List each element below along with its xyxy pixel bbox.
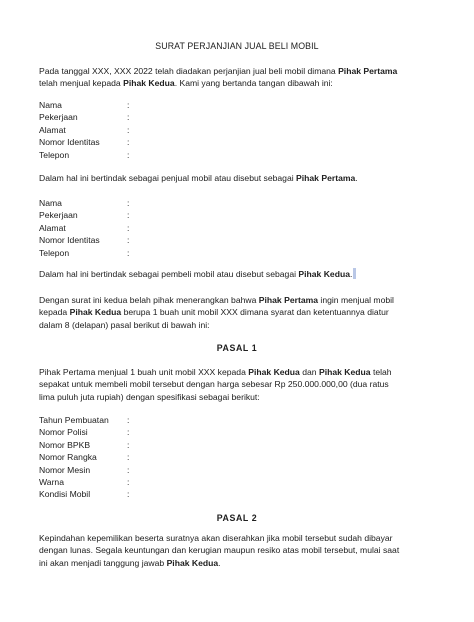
field-colon: : — [127, 222, 130, 233]
spec-row — [39, 451, 239, 463]
pasal-1-paragraph — [39, 366, 439, 403]
field-label: Nama — [39, 198, 62, 208]
spec-label: Nomor Rangka — [39, 452, 97, 463]
field-label: Telepon — [39, 247, 70, 258]
pasal-1-line-2: sepakat untuk membeli mobil tersebut dengan harga sebesar Rp 250.000.000,00 (dua ratus — [39, 379, 389, 390]
field-row — [39, 136, 239, 148]
field-label: Alamat — [39, 222, 66, 233]
pasal-1-heading: PASAL 1 — [216, 343, 258, 353]
field-colon: : — [127, 464, 130, 475]
document-title: SURAT PERJANJIAN JUAL BELI MOBIL — [155, 41, 319, 51]
field-row — [39, 234, 239, 246]
agreement-line-2: kepada Pihak Kedua berupa 1 buah unit mobil XXX dimana syarat dan ketentuannya diatur — [39, 307, 389, 318]
field-colon: : — [127, 427, 130, 438]
field-colon: : — [127, 210, 130, 221]
pasal-2-line-1: Kepindahan kepemilikan beserta suratnya akan diserahkan jika mobil tersebut sudah dibayar — [39, 533, 393, 543]
pasal-2-paragraph — [39, 532, 439, 569]
field-row — [39, 99, 239, 111]
spec-row — [39, 488, 239, 500]
spec-fields — [39, 414, 239, 501]
field-colon: : — [127, 124, 130, 135]
spec-label: Tahun Pembuatan — [39, 415, 109, 425]
spec-label: Nomor BPKB — [39, 439, 91, 450]
pasal-1-line-3: lima puluh juta rupiah) dengan spesifikasi sebagai berikut: — [39, 391, 260, 402]
field-colon: : — [127, 112, 130, 123]
field-colon: : — [127, 235, 130, 246]
field-colon: : — [127, 452, 130, 463]
field-colon: : — [127, 415, 130, 425]
field-colon: : — [127, 198, 130, 208]
field-label: Pekerjaan — [39, 210, 78, 221]
field-label: Nomor Identitas — [39, 235, 100, 246]
field-colon: : — [127, 100, 130, 110]
spec-row — [39, 414, 239, 426]
party1-fields — [39, 99, 239, 161]
field-row — [39, 111, 239, 123]
intro-paragraph — [39, 65, 439, 90]
field-label: Alamat — [39, 124, 66, 135]
field-colon: : — [127, 247, 130, 258]
spec-label: Warna — [39, 476, 64, 487]
field-row — [39, 247, 239, 259]
agreement-line-1: Dengan surat ini kedua belah pihak menerangkan bahwa Pihak Pertama ingin menjual mobil — [39, 295, 394, 305]
agreement-paragraph — [39, 294, 439, 331]
agreement-line-3: dalam 8 (delapan) pasal berikut di bawah ini: — [39, 319, 210, 330]
pasal-2-line-2: dengan lunas. Segala keuntungan dan kerugian maupun resiko atas mobil tersebut, mulai saat — [39, 545, 400, 556]
party2-fields — [39, 197, 239, 259]
field-colon: : — [127, 137, 130, 148]
pasal-1-line-1: Pihak Pertama menjual 1 buah unit mobil XXX kepada Pihak Kedua dan Pihak Kedua telah — [39, 367, 392, 377]
field-row — [39, 197, 239, 209]
spec-row — [39, 439, 239, 451]
spec-row — [39, 426, 239, 438]
spec-row — [39, 476, 239, 488]
intro-line-1: Pada tanggal XXX, XXX 2022 telah diadakan perjanjian jual beli mobil dimana Pihak Pertama — [39, 66, 398, 76]
pasal-2-heading: PASAL 2 — [216, 513, 258, 523]
field-label: Telepon — [39, 149, 70, 160]
pasal-2-line-3: ini akan menjadi tanggung jawab Pihak Kedua. — [39, 557, 221, 568]
field-colon: : — [127, 439, 130, 450]
seller-statement: Dalam hal ini bertindak sebagai penjual mobil atau disebut sebagai Pihak Pertama. — [39, 173, 358, 183]
field-colon: : — [127, 149, 130, 160]
intro-line-2: telah menjual kepada Pihak Kedua. Kami yang bertanda tangan dibawah ini: — [39, 78, 333, 89]
field-row — [39, 222, 239, 234]
field-colon: : — [127, 476, 130, 487]
field-label: Nomor Identitas — [39, 137, 100, 148]
text-cursor — [353, 268, 356, 279]
spec-label: Nomor Polisi — [39, 427, 88, 438]
spec-label: Kondisi Mobil — [39, 489, 91, 500]
field-label: Nama — [39, 100, 62, 110]
spec-label: Nomor Mesin — [39, 464, 91, 475]
spec-row — [39, 464, 239, 476]
field-row — [39, 124, 239, 136]
field-row — [39, 149, 239, 161]
field-colon: : — [127, 489, 130, 500]
buyer-statement: Dalam hal ini bertindak sebagai pembeli mobil atau disebut sebagai Pihak Kedua. — [39, 268, 439, 280]
field-row — [39, 209, 239, 221]
field-label: Pekerjaan — [39, 112, 78, 123]
